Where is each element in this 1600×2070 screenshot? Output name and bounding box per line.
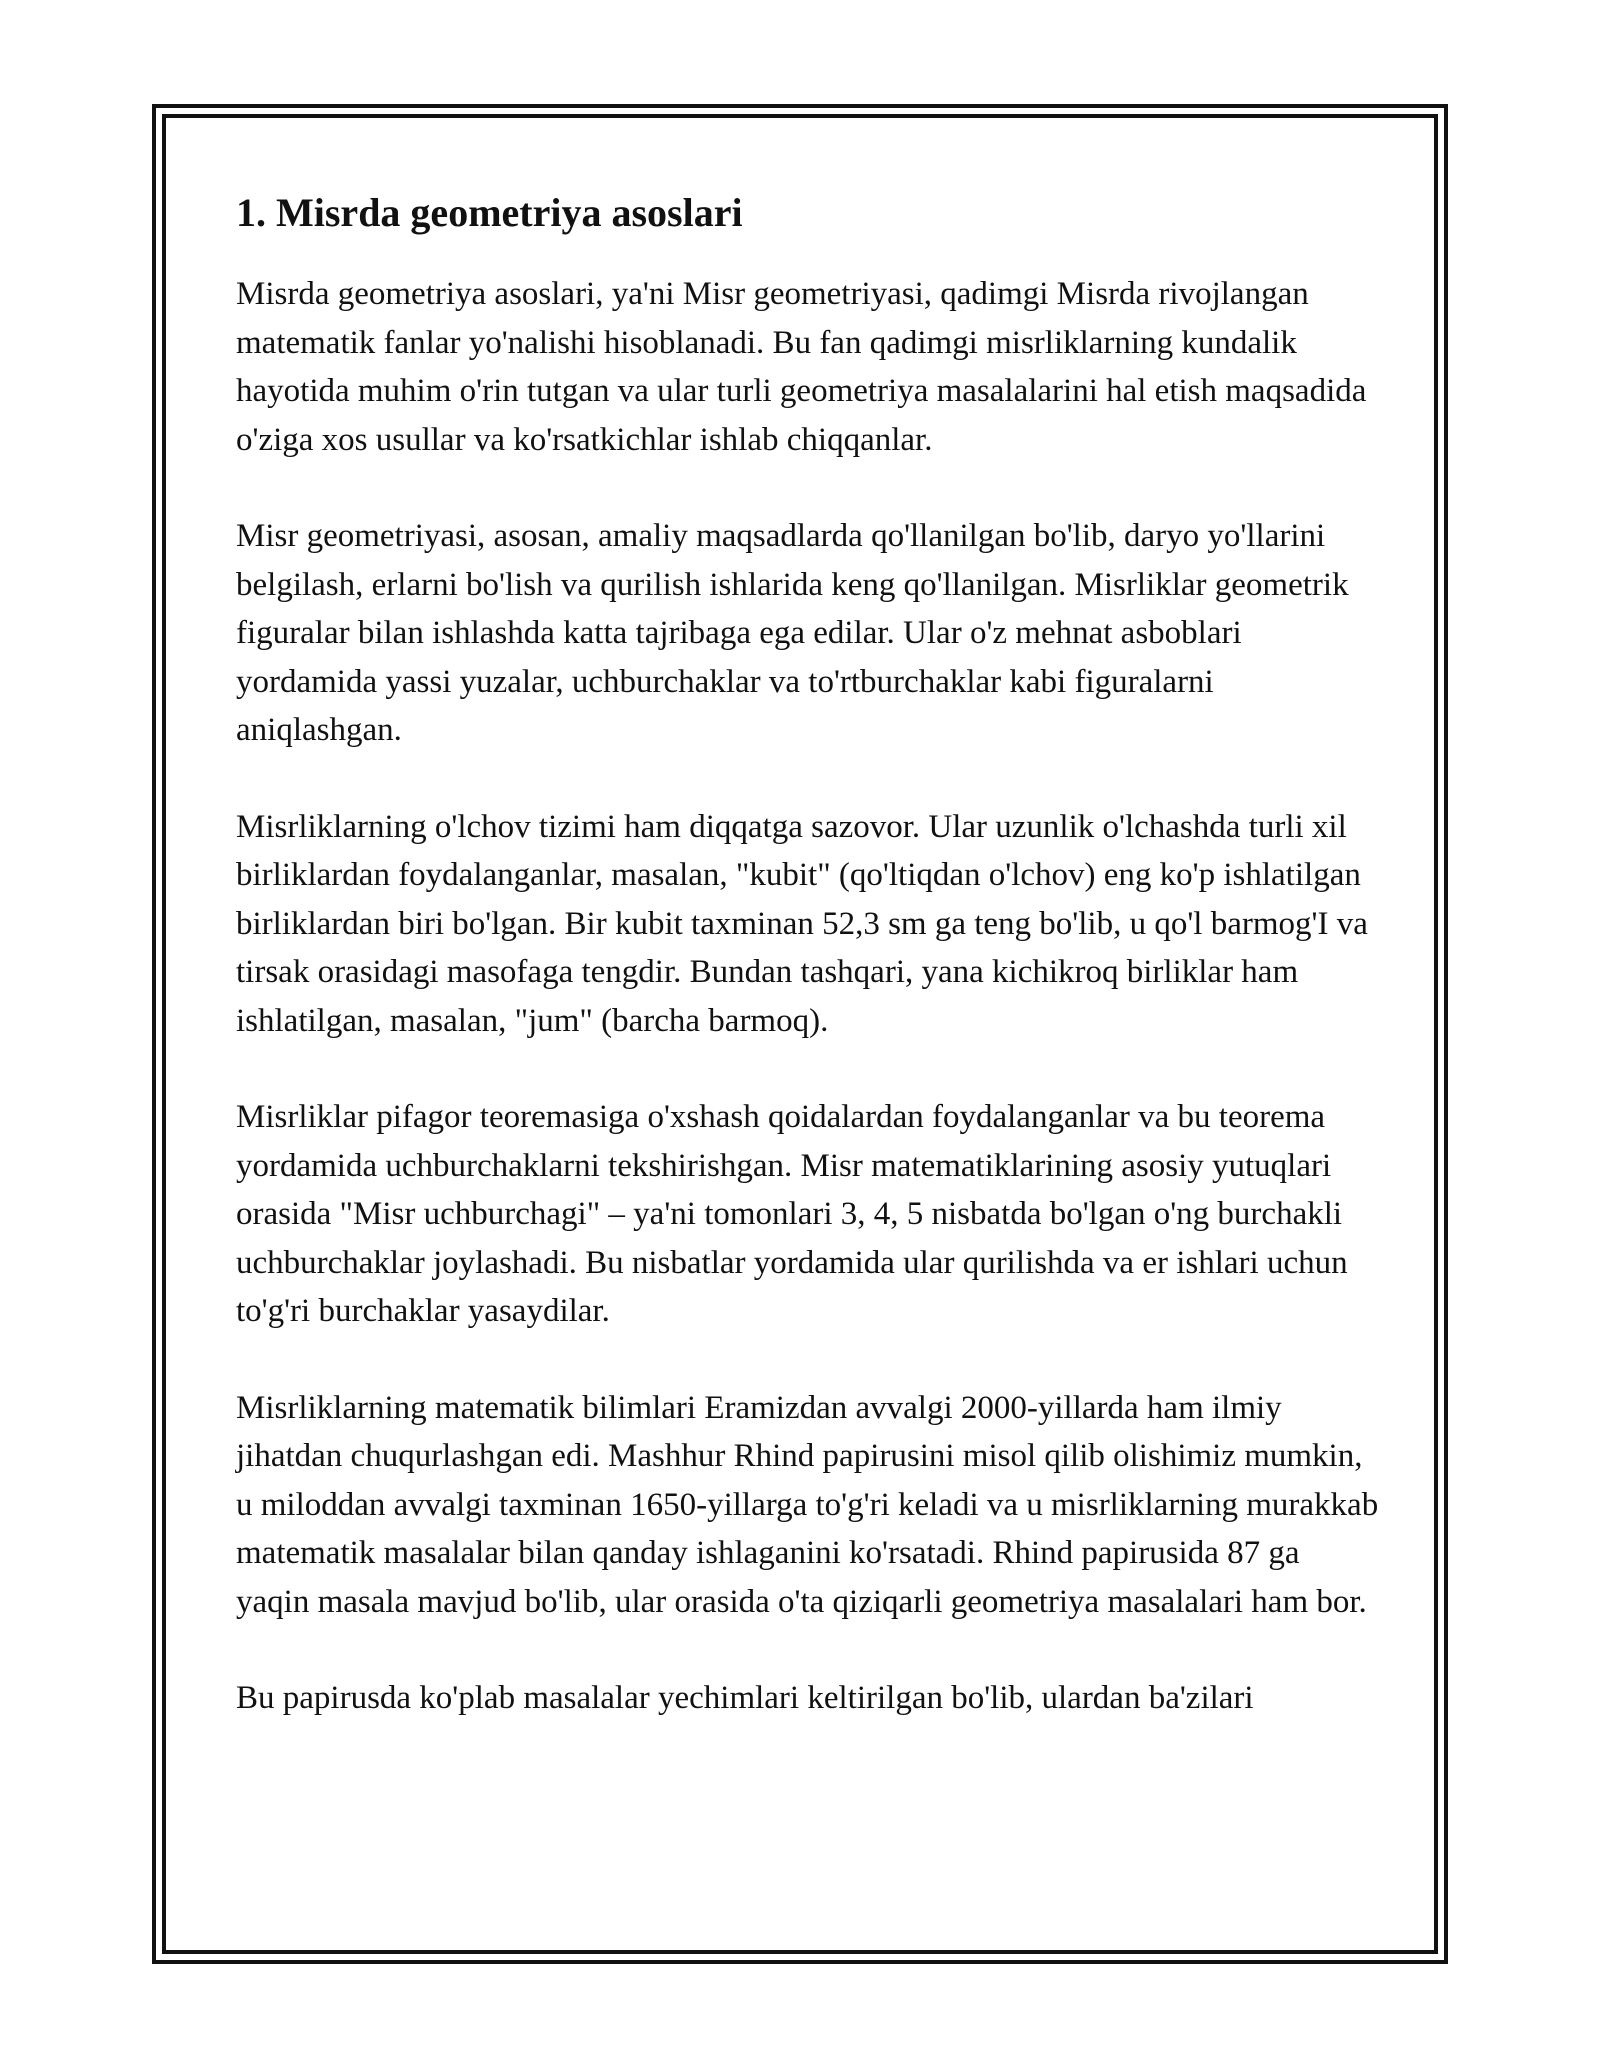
paragraph-4: Misrliklar pifagor teoremasiga o'xshash qoidalardan foydalanganlar va bu teorema yordamida uchburchaklarni tekshirishgan. Misr matematiklarining asosiy yutuqlari orasida "Misr uchburchagi" – ya'ni tomonlari 3, 4, 5 nisbatda bo'lgan o'ng burchakli uchburchaklar joylashadi. Bu nisbatlar yordamida ular qurilishda va er ishlari uchun to'g'ri burchaklar yasaydilar. xyxy=(236,1099,1348,1329)
paragraph-5: Misrliklarning matematik bilimlari Eramizdan avvalgi 2000-yillarda ham ilmiy jihatdan chuqurlashgan edi. Mashhur Rhind papirusini misol qilib olishimiz mumkin, u miloddan avvalgi taxminan 1650-yillarga to'g'ri keladi va u misrliklarning murakkab matematik masalalar bilan qanday ishlaganini ko'rsatadi. Rhind papirusida 87 ga yaqin masala mavjud bo'lib, ular orasida o'ta qiziqarli geometriya masalalari ham bor. xyxy=(236,1389,1379,1620)
paragraph-1: Misrda geometriya asoslari, ya'ni Misr geometriyasi, qadimgi Misrda rivojlangan matematik fanlar yo'nalishi hisoblanadi. Bu fan qadimgi misrliklarning kundalik hayotida muhim o'rin tutgan va ular turli geometriya masalalarini hal etish maqsadida o'ziga xos usullar va ko'rsatkichlar ishlab chiqqanlar. xyxy=(236,276,1367,458)
paragraph-6: Bu papirusda ko'plab masalalar yechimlari keltirilgan bo'lib, ulardan ba'zilari xyxy=(236,1680,1254,1716)
paragraph-2: Misr geometriyasi, asosan, amaliy maqsadlarda qo'llanilgan bo'lib, daryo yo'llarini belgilash, erlarni bo'lish va qurilish ishlarida keng qo'llanilgan. Misrliklar geometrik figuralar bilan ishlashda katta tajribaga ega edilar. Ular o'z mehnat asboblari yordamida yassi yuzalar, uchburchaklar va to'rtburchaklar kabi figuralarni aniqlashgan. xyxy=(236,518,1349,748)
paragraph-3: Misrliklarning o'lchov tizimi ham diqqatga sazovor. Ular uzunlik o'lchashda turli xil birliklardan foydalanganlar, masalan, "kubit" (qo'ltiqdan o'lchov) eng ko'p ishlatilgan birliklardan biri bo'lgan. Bir kubit taxminan 52,3 sm ga teng bo'lib, u qo'l barmog'I va tirsak orasidagi masofaga tengdir. Bundan tashqari, yana kichikroq birliklar ham ishlatilgan, masalan, "jum" (barcha barmoq). xyxy=(236,808,1368,1039)
document-body xyxy=(236,185,1381,1771)
section-heading: 1. Misrda geometriya asoslari xyxy=(236,190,743,235)
